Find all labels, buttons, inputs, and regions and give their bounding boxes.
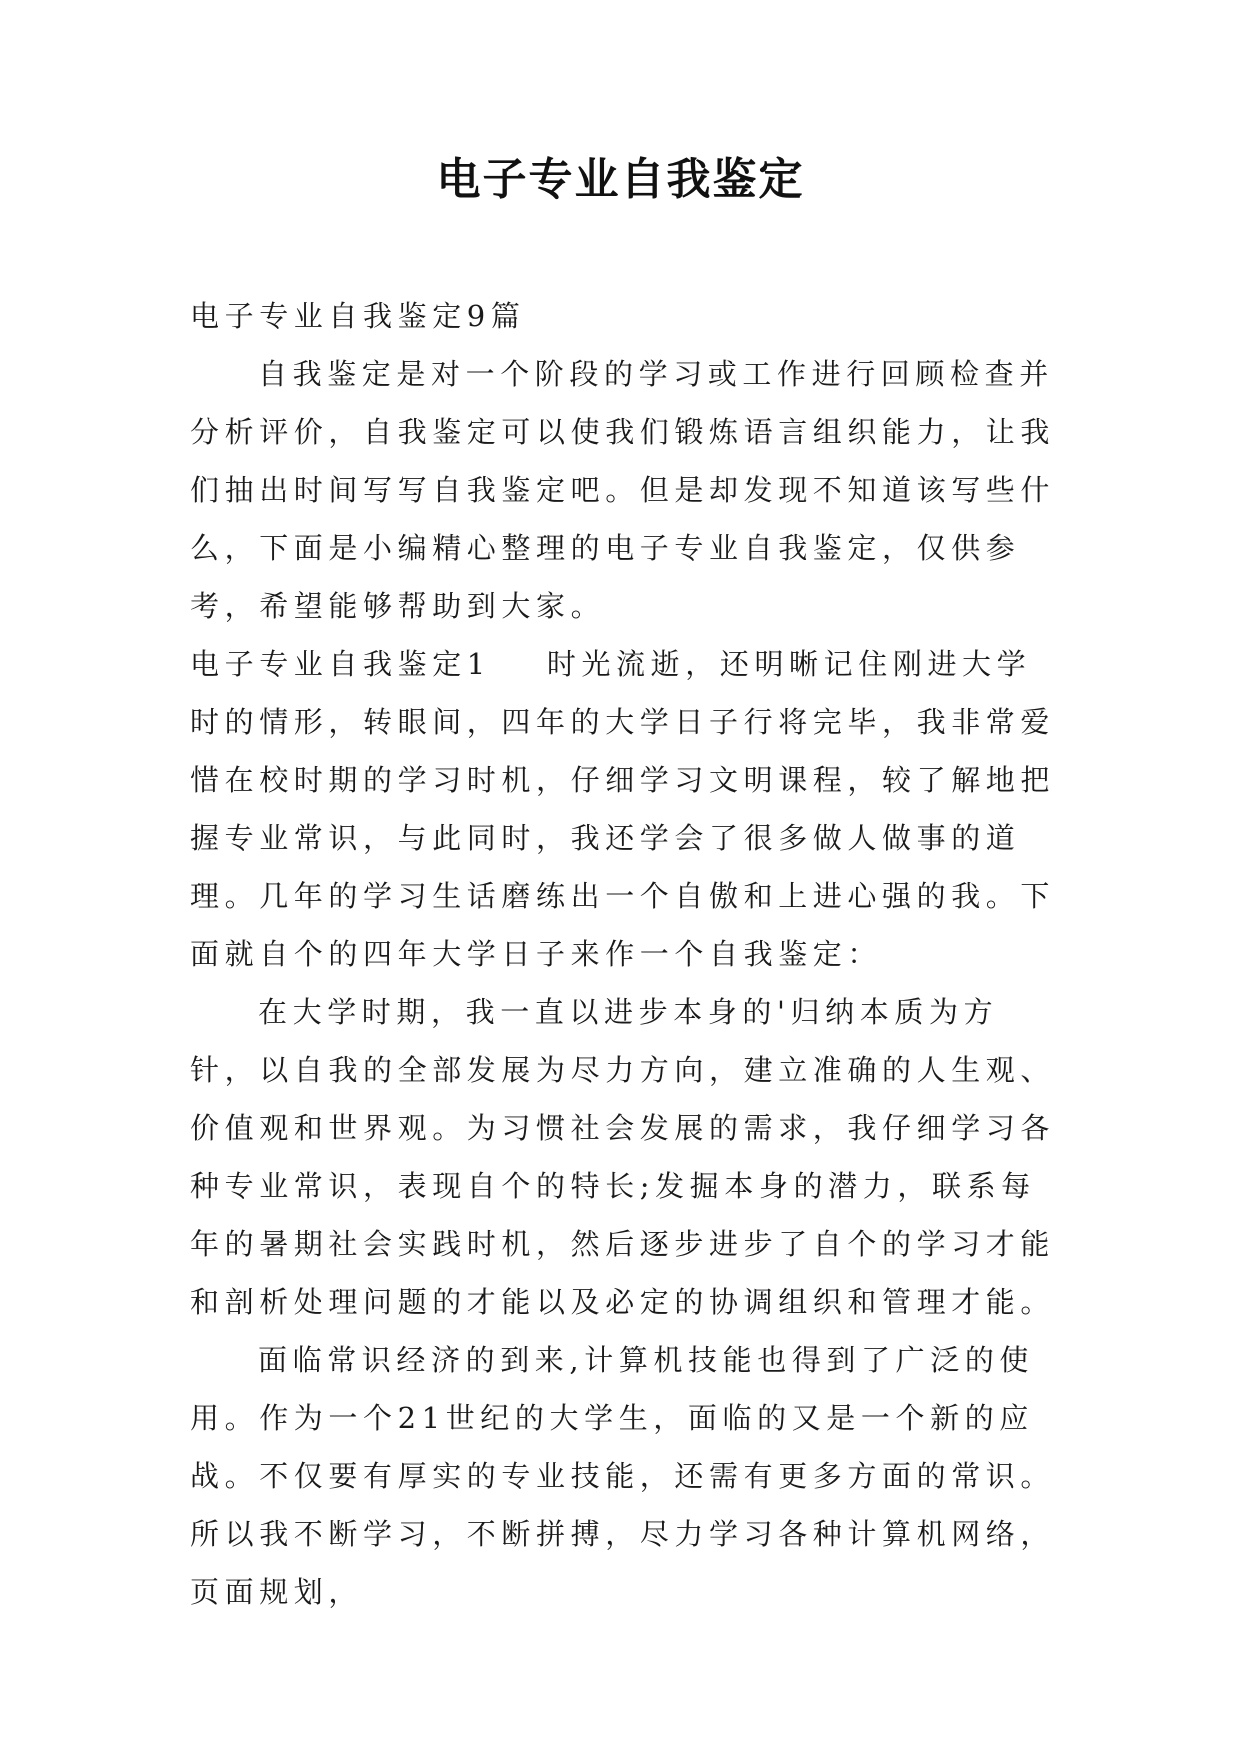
- document-body: [190, 287, 1060, 1621]
- document-title: 电子专业自我鉴定: [436, 154, 805, 205]
- paragraph-2: 在大学时期，我一直以进步本身的'归纳本质为方针，以自我的全部发展为尽力方向，建立准确的人生观、价值观和世界观。为习惯社会发展的需求，我仔细学习各种专业常识，表现自个的特长;发掘本身的潜力，联系每年的暑期社会实践时机，然后逐步进步了自个的学习才能和剖析处理问题的才能以及必定的协调组织和管理才能。: [190, 995, 1056, 1319]
- document-subtitle: 电子专业自我鉴定9篇: [190, 299, 526, 333]
- section-1-paragraph: [190, 635, 1060, 983]
- section-1-text: 时光流逝，还明晰记住刚进大学时的情形，转眼间，四年的大学日子行将完毕，我非常爱惜在校时期的学习时机，仔细学习文明课程，较了解地把握专业常识，与此同时，我还学会了很多做人做事的道理。几年的学习生话磨练出一个自傲和上进心强的我。下面就自个的四年大学日子来作一个自我鉴定：: [190, 647, 1056, 971]
- paragraph-3: 面临常识经济的到来,计算机技能也得到了广泛的使用。作为一个21世纪的大学生，面临的又是一个新的应战。不仅要有厚实的专业技能，还需有更多方面的常识。所以我不断学习，不断拼搏，尽力学习各种计算机网络，页面规划，: [190, 1343, 1056, 1609]
- intro-paragraph: 自我鉴定是对一个阶段的学习或工作进行回顾检查并分析评价，自我鉴定可以使我们锻炼语言组织能力，让我们抽出时间写写自我鉴定吧。但是却发现不知道该写些什么，下面是小编精心整理的电子专业自我鉴定，仅供参考，希望能够帮助到大家。: [190, 357, 1056, 623]
- section-1-heading: 电子专业自我鉴定1: [190, 647, 491, 681]
